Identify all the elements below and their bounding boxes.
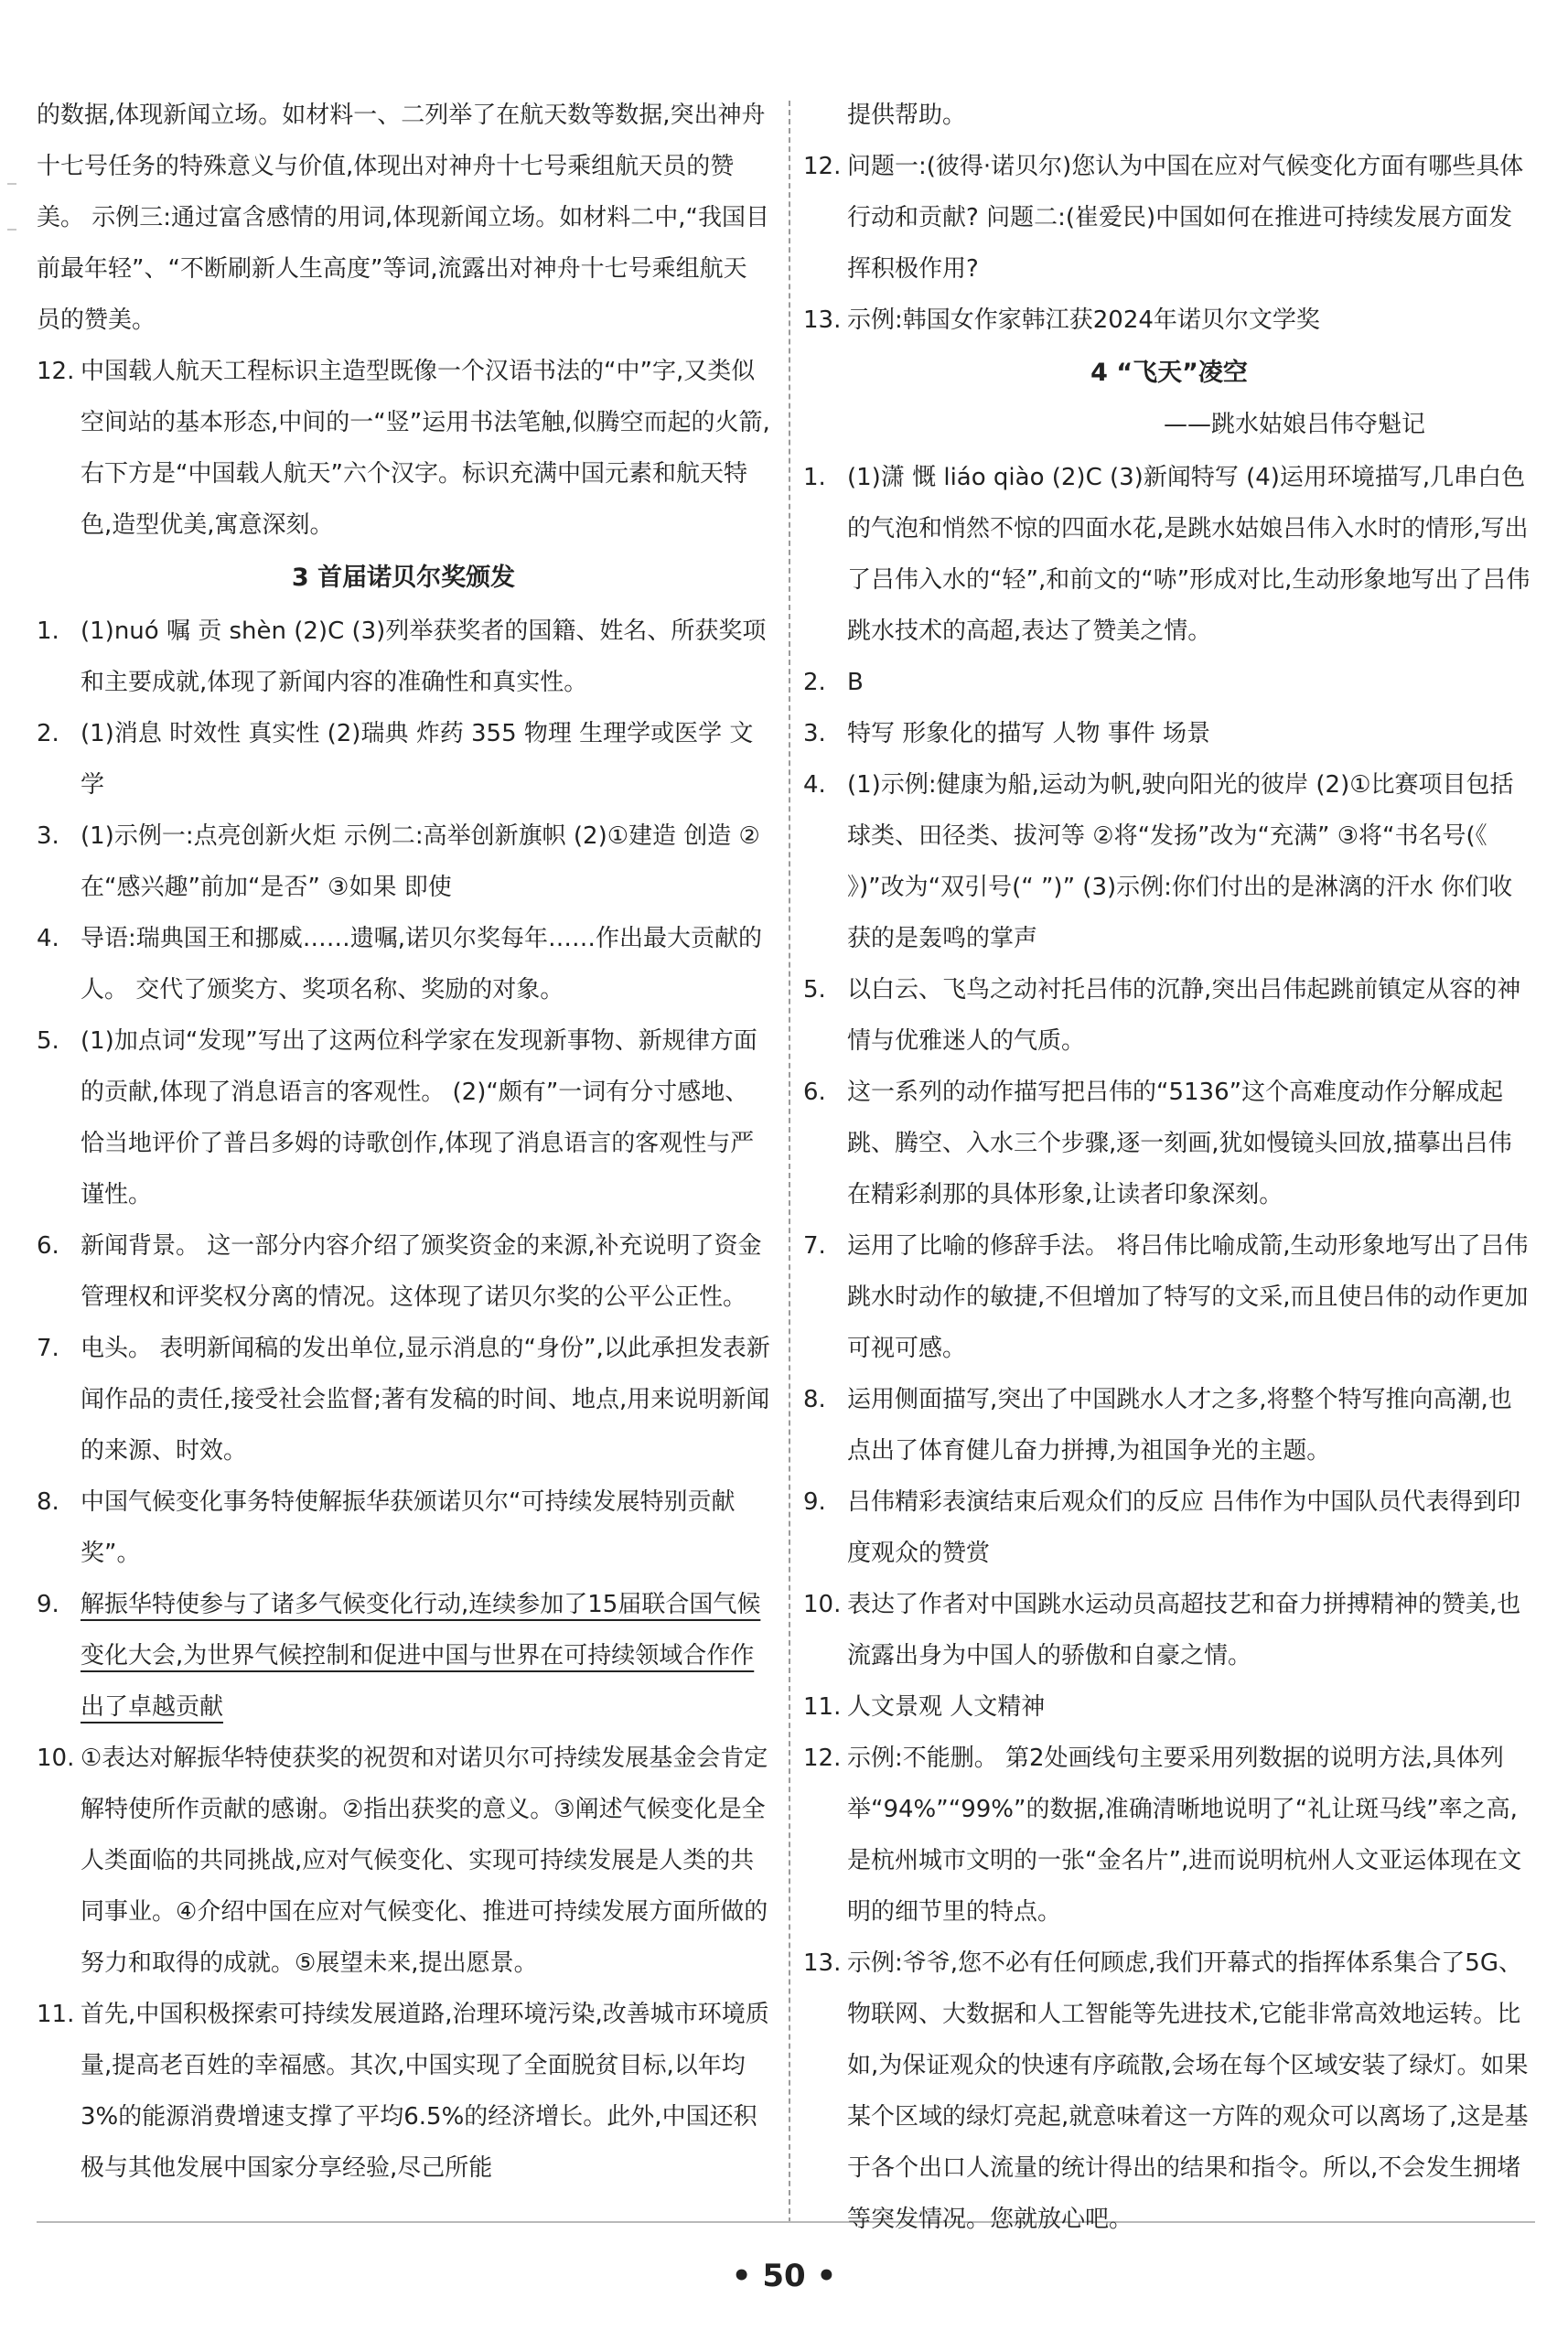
item-text: (1)加点词“发现”写出了这两位科学家在发现新事物、新规律方面的贡献,体现了消息语言的客观性。 (2)“颇有”一词有分寸感地、恰当地评价了普吕多姆的诗歌创作,体现了消息语言的客观性与严谨性。 [81,1027,757,1208]
item-text: 表达了作者对中国跳水运动员高超技艺和奋力拼搏精神的赞美,也流露出身为中国人的骄傲和自豪之情。 [847,1591,1521,1670]
answer-item [37,1476,770,1579]
item-text: (1)消息 时效性 真实性 (2)瑞典 炸药 355 物理 生理学或医学 文学 [81,720,754,799]
item-number: 11. [37,2001,75,2028]
answer-item [37,1323,770,1476]
continued-answer [803,90,1535,141]
item-number: 10. [37,1745,75,1772]
answer-item [803,1681,1535,1733]
item-number: 3. [803,720,826,747]
item-number: 7. [803,1232,826,1260]
answer-item [803,452,1535,657]
margin-mark [7,229,16,231]
section-subtitle: ——跳水姑娘吕伟夺魁记 [1163,411,1425,438]
item-text: 这一系列的动作描写把吕伟的“5136”这个高难度动作分解成起跳、腾空、入水三个步骤,逐一刻画,犹如慢镜头回放,描摹出吕伟在精彩刹那的具体形象,让读者印象深刻。 [847,1079,1512,1208]
item-text: B [847,669,864,696]
continued-answer: 的数据,体现新闻立场。如材料一、二列举了在航天数等数据,突出神舟十七号任务的特殊意义与价值,体现出对神舟十七号乘组航天员的赞美。 示例三:通过富含感情的用词,体现新闻立场。如材料二中,“我国目前最年轻”、“不断刷新人生高度”等词,流露出对神舟十七号乘组航天员的赞美。 [37,102,770,334]
item-text: 特写 形象化的描写 人物 事件 场景 [847,720,1211,747]
item-text: 示例:韩国女作家韩江获2024年诺贝尔文学奖 [847,306,1320,334]
item-number: 6. [803,1079,826,1106]
item-text: 示例:爷爷,您不必有任何顾虑,我们开幕式的指挥体系集合了5G、物联网、大数据和人工智能等先进技术,它能非常高效地运转。比如,为保证观众的快速有序疏散,会场在每个区域安装了绿灯。如果某个区域的绿灯亮起,就意味着这一方阵的观众可以离场了,这是基于各个出口人流量的统计得出的结果和指令。所以,不会发生拥堵等突发情况。您就放心吧。 [847,1949,1529,2233]
item-text: 运用侧面描写,突出了中国跳水人才之多,将整个特写推向高潮,也点出了体育健儿奋力拼搏,为祖国争光的主题。 [847,1386,1512,1465]
item-text: 以白云、飞鸟之动衬托吕伟的沉静,突出吕伟起跳前镇定从容的神情与优雅迷人的气质。 [847,976,1521,1055]
item-text: 首先,中国积极探索可持续发展道路,治理环境污染,改善城市环境质量,提高老百姓的幸福感。其次,中国实现了全面脱贫目标,以年均3%的能源消费增速支撑了平均6.5%的经济增长。此外,中国还积极与其他发展中国家分享经验,尽己所能 [81,2001,769,2182]
item-text: 吕伟精彩表演结束后观众们的反应 吕伟作为中国队员代表得到印度观众的赞赏 [847,1488,1521,1567]
item-text: 新闻背景。 这一部分内容介绍了颁奖资金的来源,补充说明了资金管理权和评奖权分离的情况。这体现了诺贝尔奖的公平公正性。 [81,1232,762,1311]
item-text: 中国气候变化事务特使解振华获颁诺贝尔“可持续发展特别贡献奖”。 [81,1488,736,1567]
item-number: 5. [37,1027,59,1055]
answer-item [803,141,1535,295]
answer-item [803,1733,1535,1938]
item-text: 人文景观 人文精神 [847,1693,1046,1721]
item-number: 12. [803,1745,842,1772]
answer-item [803,964,1535,1067]
item-text: 问题一:(彼得·诺贝尔)您认为中国在应对气候变化方面有哪些具体行动和贡献? 问题二:(崔爱民)中国如何在推进可持续发展方面发挥积极作用? [847,153,1524,283]
item-number: 12. [37,358,75,385]
item-number: 2. [803,669,826,696]
item-text: 电头。 表明新闻稿的发出单位,显示消息的“身份”,以此承担发表新闻作品的责任,接受社会监督;著有发稿的时间、地点,用来说明新闻的来源、时效。 [81,1335,770,1465]
page-number: • 50 • [731,2258,837,2294]
item-number: 9. [37,1591,59,1618]
answer-item [803,708,1535,759]
item-text: 中国载人航天工程标识主造型既像一个汉语书法的“中”字,又类似空间站的基本形态,中间的一“竖”运用书法笔触,似腾空而起的火箭,右下方是“中国载人航天”六个汉字。标识充满中国元素和航天特色,造型优美,寓意深刻。 [81,358,770,539]
answer-item [803,1374,1535,1476]
item-number: 6. [37,1232,59,1260]
margin-mark [7,183,16,185]
right-column [803,90,1535,2245]
item-number: 5. [803,976,826,1004]
underlined-answer-text: 解振华特使参与了诸多气候变化行动,连续参加了15届联合国气候变化大会,为世界气候控制和促进中国与世界在可持续领域合作作出了卓越贡献 [81,1591,761,1721]
item-number: 10. [803,1591,842,1618]
item-number: 13. [803,1949,842,1977]
answer-item [37,913,770,1015]
item-number: 8. [803,1386,826,1413]
answer-item [37,708,770,811]
column-divider [789,101,790,2223]
answer-item [803,1476,1535,1579]
item-text: (1)示例一:点亮创新火炬 示例二:高举创新旗帜 (2)①建造 创造 ②在“感兴趣”前加“是否” ③如果 即使 [81,822,760,901]
item-text: 导语:瑞典国王和挪威……遗嘱,诺贝尔奖每年……作出最大贡献的人。 交代了颁奖方、奖项名称、奖励的对象。 [81,925,763,1004]
answer-item [803,1067,1535,1220]
answer-item [803,657,1535,708]
item-number: 13. [803,306,842,334]
item-number: 3. [37,822,59,850]
item-text: 运用了比喻的修辞手法。 将吕伟比喻成箭,生动形象地写出了吕伟跳水时动作的敏捷,不但增加了特写的文采,而且使吕伟的动作更加可视可感。 [847,1232,1529,1362]
answer-item [37,346,770,551]
answer-item [37,1989,770,2194]
item-text: (1)示例:健康为船,运动为帆,驶向阳光的彼岸 (2)①比赛项目包括球类、田径类、拔河等 ②将“发扬”改为“充满” ③将“书名号(《 》)”改为“双引号(“ ”)” (3)示例:你们付出的是淋漓的汗水 你们收获的是轰鸣的掌声 [847,771,1514,952]
left-column [37,90,770,2194]
item-number: 8. [37,1488,59,1516]
item-number: 12. [803,153,842,180]
answer-item [803,1579,1535,1681]
item-number: 1. [37,617,59,645]
answer-item [37,811,770,913]
item-text: ①表达对解振华特使获奖的祝贺和对诺贝尔可持续发展基金会肯定解特使所作贡献的感谢。②指出获奖的意义。③阐述气候变化是全人类面临的共同挑战,应对气候变化、实现可持续发展是人类的共同事业。④介绍中国在应对气候变化、推进可持续发展方面所做的努力和取得的成就。⑤展望未来,提出愿景。 [81,1745,768,1977]
item-text: (1)nuó 嘱 贡 shèn (2)C (3)列举获奖者的国籍、姓名、所获奖项和主要成就,体现了新闻内容的准确性和真实性。 [81,617,767,696]
answer-item [37,1015,770,1220]
answer-item [803,295,1535,346]
item-number: 4. [37,925,59,952]
item-number: 11. [803,1693,842,1721]
answer-item [37,1733,770,1989]
item-text: 提供帮助。 [847,102,967,129]
answer-item [37,606,770,708]
answer-item [803,759,1535,964]
item-number: 2. [37,720,59,747]
answer-item [37,1579,770,1733]
item-number: 1. [803,464,826,491]
item-text: 示例:不能删。 第2处画线句主要采用列数据的说明方法,具体列举“94%”“99%”的数据,准确清晰地说明了“礼让斑马线”率之高,是杭州城市文明的一张“金名片”,进而说明杭州人文亚运体现在文明的细节里的特点。 [847,1745,1522,1926]
section-title: 3 首届诺贝尔奖颁发 [291,564,516,592]
item-number: 9. [803,1488,826,1516]
answer-item [803,1938,1535,2245]
item-text: (1)潇 慨 liáo qiào (2)C (3)新闻特写 (4)运用环境描写,几串白色的气泡和悄然不惊的四面水花,是跳水姑娘吕伟入水时的情形,写出了吕伟入水的“轻”,和前文的“哧”形成对比,生动形象地写出了吕伟跳水技术的高超,表达了赞美之情。 [847,464,1530,645]
answer-item [803,1220,1535,1374]
item-number: 4. [803,771,826,799]
answer-item [37,1220,770,1323]
item-number: 7. [37,1335,59,1362]
section-title: 4 “飞天”凌空 [1090,359,1248,387]
